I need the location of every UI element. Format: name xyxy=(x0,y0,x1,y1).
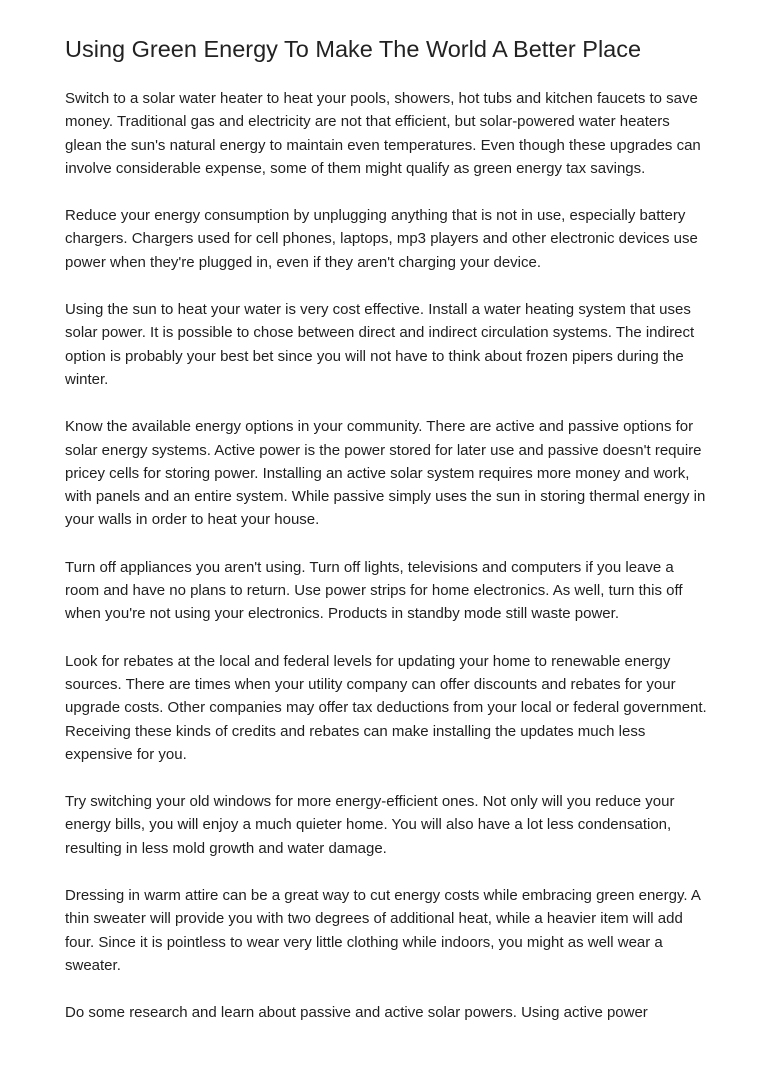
paragraph-unplug-chargers: Reduce your energy consumption by unplugging anything that is not in use, especially battery chargers. Chargers used for cell phones, laptops, mp3 players and other electronic devices use power when they're plugged in, even if they aren't charging your device. xyxy=(65,207,698,271)
paragraph-rebates: Look for rebates at the local and federal levels for updating your home to renewable energy sources. There are times when your utility company can offer discounts and rebates for your upgrade costs. Other companies may offer tax deductions from your local or federal government. Receiving these kinds of credits and rebates can make installing the updates much less expensive for you. xyxy=(65,652,707,763)
paragraph-solar-research: Do some research and learn about passive and active solar powers. Using active power xyxy=(65,1004,648,1022)
paragraph-solar-water-heater: Switch to a solar water heater to heat your pools, showers, hot tubs and kitchen faucets to save money. Traditional gas and electricity are not that efficient, but solar-powered water heaters glean the sun's natural energy to maintain even temperatures. Even though these upgrades can involve considerable expense, some of them might qualify as green energy tax savings. xyxy=(65,90,701,177)
paragraph-energy-options: Know the available energy options in your community. There are active and passive options for solar energy systems. Active power is the power stored for later use and passive doesn't require pricey cells for storing power. Installing an active solar system requires more money and work, with panels and an entire system. While passive simply uses the sun in storing thermal energy in your walls in order to heat your house. xyxy=(65,418,706,529)
paragraph-windows: Try switching your old windows for more energy-efficient ones. Not only will you reduce your energy bills, you will enjoy a much quieter home. You will also have a lot less condensation, resulting in less mold growth and water damage. xyxy=(65,793,675,857)
article-body xyxy=(65,87,710,1049)
paragraph-warm-attire: Dressing in warm attire can be a great way to cut energy costs while embracing green energy. A thin sweater will provide you with two degrees of additional heat, while a heavier item will add four. Since it is pointless to wear very little clothing while indoors, you might as well wear a sweater. xyxy=(65,887,701,974)
paragraph-turn-off-appliances: Turn off appliances you aren't using. Turn off lights, televisions and computers if you leave a room and have no plans to return. Use power strips for home electronics. As well, turn this off when you're not using your electronics. Products in standby mode still waste power. xyxy=(65,558,683,623)
page-title: Using Green Energy To Make The World A Better Place xyxy=(65,36,642,62)
paragraph-sun-heat-water: Using the sun to heat your water is very cost effective. Install a water heating system that uses solar power. It is possible to chose between direct and indirect circulation systems. The indirect option is probably your best bet since you will not have to think about frozen pipers during the winter. xyxy=(65,301,695,388)
